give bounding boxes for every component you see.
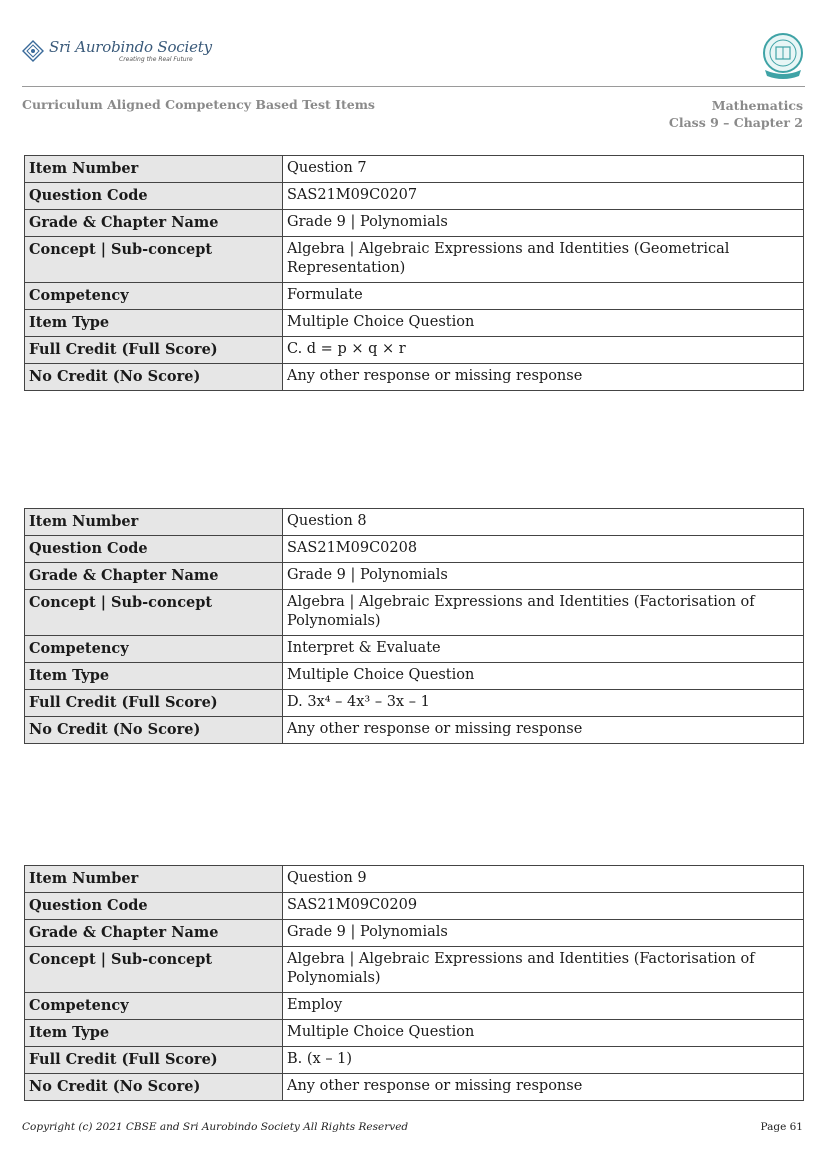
item-type-label: Item Type: [25, 310, 283, 337]
table-row: [25, 156, 804, 183]
table-row: [25, 1074, 804, 1101]
table-row: [25, 364, 804, 391]
grade-chapter-value: Grade 9 | Polynomials: [283, 563, 804, 590]
full-credit-value: C. d = p × q × r: [283, 337, 804, 364]
full-credit-label: Full Credit (Full Score): [25, 337, 283, 364]
question-code-label: Question Code: [25, 893, 283, 920]
table-row: [25, 717, 804, 744]
table-row: [25, 920, 804, 947]
table-row: [25, 866, 804, 893]
page-number: Page 61: [760, 1121, 803, 1133]
competency-label: Competency: [25, 636, 283, 663]
table-row: [25, 590, 804, 636]
table-row: [25, 1020, 804, 1047]
table-row: [25, 1047, 804, 1074]
item-table-q9: [24, 865, 804, 1101]
header-rule: [22, 86, 805, 87]
no-credit-label: No Credit (No Score): [25, 364, 283, 391]
item-type-value: Multiple Choice Question: [283, 663, 804, 690]
table-row: [25, 337, 804, 364]
no-credit-value: Any other response or missing response: [283, 1074, 804, 1101]
question-code-value: SAS21M09C0209: [283, 893, 804, 920]
table-row: [25, 210, 804, 237]
concept-label: Concept | Sub-concept: [25, 947, 283, 993]
table-row: [25, 237, 804, 283]
competency-value: Interpret & Evaluate: [283, 636, 804, 663]
concept-value: Algebra | Algebraic Expressions and Identities (Factorisation of Polynomials): [283, 947, 804, 993]
item-number-label: Item Number: [25, 509, 283, 536]
table-row: [25, 563, 804, 590]
question-code-value: SAS21M09C0208: [283, 536, 804, 563]
item-number-label: Item Number: [25, 156, 283, 183]
competency-value: Formulate: [283, 283, 804, 310]
logo-tagline: Creating the Real Future: [119, 55, 193, 63]
table-row: [25, 690, 804, 717]
full-credit-label: Full Credit (Full Score): [25, 1047, 283, 1074]
cbse-seal-icon: [761, 32, 805, 80]
lotus-emblem-icon: [22, 40, 44, 62]
question-code-label: Question Code: [25, 536, 283, 563]
item-type-label: Item Type: [25, 663, 283, 690]
item-type-value: Multiple Choice Question: [283, 1020, 804, 1047]
class-chapter: Class 9 – Chapter 2: [668, 115, 803, 130]
table-row: [25, 536, 804, 563]
grade-chapter-label: Grade & Chapter Name: [25, 210, 283, 237]
full-credit-label: Full Credit (Full Score): [25, 690, 283, 717]
table-row: [25, 283, 804, 310]
table-row: [25, 993, 804, 1020]
question-code-value: SAS21M09C0207: [283, 183, 804, 210]
concept-label: Concept | Sub-concept: [25, 590, 283, 636]
grade-chapter-label: Grade & Chapter Name: [25, 563, 283, 590]
competency-label: Competency: [25, 993, 283, 1020]
grade-chapter-label: Grade & Chapter Name: [25, 920, 283, 947]
concept-label: Concept | Sub-concept: [25, 237, 283, 283]
logo-name: Sri Aurobindo Society: [49, 37, 212, 56]
item-number-label: Item Number: [25, 866, 283, 893]
item-number-value: Question 7: [283, 156, 804, 183]
item-number-value: Question 9: [283, 866, 804, 893]
item-type-label: Item Type: [25, 1020, 283, 1047]
subject: Mathematics: [711, 98, 803, 113]
no-credit-label: No Credit (No Score): [25, 1074, 283, 1101]
full-credit-value: D. 3x⁴ – 4x³ – 3x – 1: [283, 690, 804, 717]
item-table-q7: [24, 155, 804, 391]
item-number-value: Question 8: [283, 509, 804, 536]
sri-aurobindo-society-logo: [22, 36, 212, 66]
grade-chapter-value: Grade 9 | Polynomials: [283, 210, 804, 237]
table-row: [25, 893, 804, 920]
table-row: [25, 509, 804, 536]
table-row: [25, 310, 804, 337]
concept-value: Algebra | Algebraic Expressions and Identities (Factorisation of Polynomials): [283, 590, 804, 636]
table-row: [25, 183, 804, 210]
full-credit-value: B. (x – 1): [283, 1047, 804, 1074]
no-credit-value: Any other response or missing response: [283, 717, 804, 744]
no-credit-label: No Credit (No Score): [25, 717, 283, 744]
item-type-value: Multiple Choice Question: [283, 310, 804, 337]
subject-info: [669, 97, 803, 131]
table-row: [25, 947, 804, 993]
no-credit-value: Any other response or missing response: [283, 364, 804, 391]
competency-label: Competency: [25, 283, 283, 310]
table-row: [25, 636, 804, 663]
competency-value: Employ: [283, 993, 804, 1020]
table-row: [25, 663, 804, 690]
question-code-label: Question Code: [25, 183, 283, 210]
item-table-q8: [24, 508, 804, 744]
document-title: Curriculum Aligned Competency Based Test Items: [22, 97, 375, 112]
grade-chapter-value: Grade 9 | Polynomials: [283, 920, 804, 947]
concept-value: Algebra | Algebraic Expressions and Identities (Geometrical Representation): [283, 237, 804, 283]
copyright-notice: Copyright (c) 2021 CBSE and Sri Aurobindo Society All Rights Reserved: [22, 1121, 409, 1133]
